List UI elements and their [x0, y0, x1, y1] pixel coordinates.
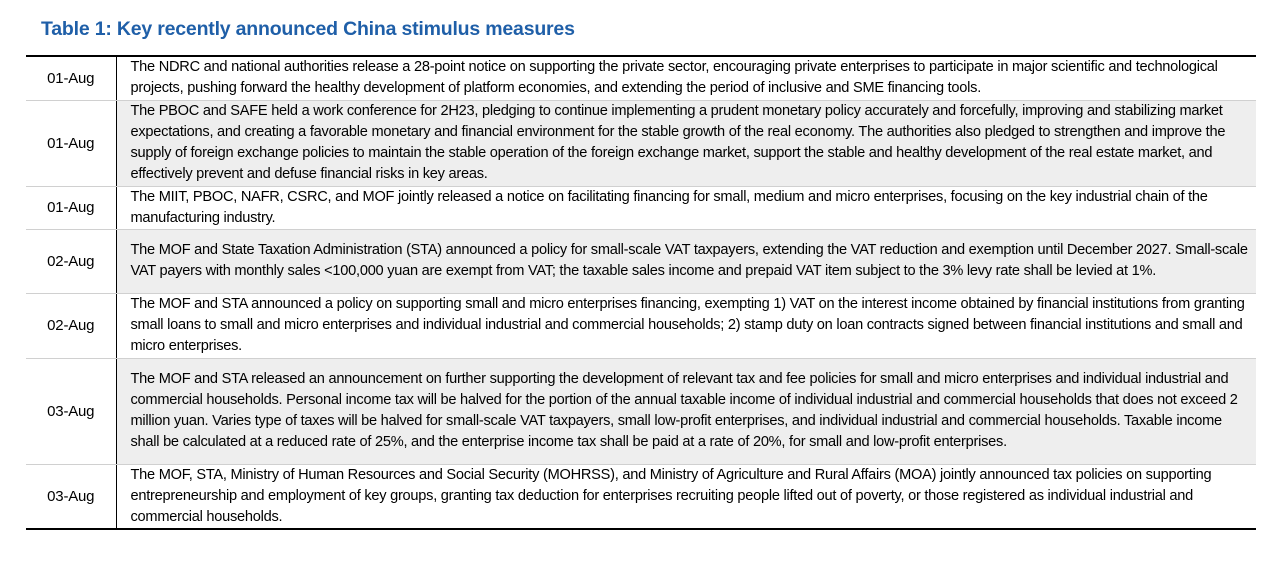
table-row — [26, 100, 1256, 186]
row-description: The NDRC and national authorities release a 28-point notice on supporting the private sector, encouraging private enterprises to participate in major scientific and technological projects, pushing forward the healthy development of platform economies, and extending the period of inclusive and SME financing tools. — [116, 57, 1256, 100]
row-date: 03-Aug — [26, 358, 116, 464]
row-description: The MIIT, PBOC, NAFR, CSRC, and MOF jointly released a notice on facilitating financing for small, medium and micro enterprises, focusing on the key industrial chain of the manufacturing industry. — [116, 186, 1256, 229]
row-date: 03-Aug — [26, 464, 116, 528]
row-description: The MOF, STA, Ministry of Human Resources and Social Security (MOHRSS), and Ministry of Agriculture and Rural Affairs (MOA) jointly announced tax policies on supporting entrepreneurship and employment of key groups, granting tax deduction for enterprises recruiting people lifted out of poverty, or those registered as individual industrial and commercial households. — [130, 466, 1212, 525]
measures-table — [26, 57, 1256, 528]
table-row — [26, 229, 1256, 293]
table-row — [26, 358, 1256, 464]
row-description: The MOF and State Taxation Administration (STA) announced a policy for small-scale VAT taxpayers, extending the VAT reduction and exemption until December 2027. Small-scale VAT payers with monthly sales <100,000 yuan are exempt from VAT; the taxable sales income and prepaid VAT item subject to the 3% levy rate shall be levied at 1%. — [116, 229, 1256, 293]
row-date: 02-Aug — [26, 229, 116, 293]
row-description: The MOF and STA announced a policy on supporting small and micro enterprises financing, exempting 1) VAT on the interest income obtained by financial institutions from granting small loans to small and micro enterprises and individual industrial and commercial households; 2) stamp duty on loan contracts signed between financial institutions and small and micro enterprises. — [116, 293, 1256, 358]
row-date: 01-Aug — [26, 186, 116, 229]
row-date: 02-Aug — [26, 293, 116, 358]
row-description: The MOF and STA released an announcement on further supporting the development of relevant tax and fee policies for small and micro enterprises and individual industrial and commercial households. Personal income tax will be halved for the portion of the annual taxable income of individual industrial and commercial households that does not exceed 2 million yuan. Varies type of taxes will be halved for small-scale VAT taxpayers, small low-profit enterprises, and individual industrial and commercial households. Taxable income shall be calculated at a reduced rate of 25%, and the enterprise income tax shall be paid at a rate of 20%, for small and low-profit enterprises. — [116, 358, 1256, 464]
row-date: 01-Aug — [26, 100, 116, 186]
table-row — [26, 293, 1256, 358]
table-row — [26, 186, 1256, 229]
stimulus-measures-table — [26, 55, 1256, 530]
table-title: Table 1: Key recently announced China stimulus measures — [41, 18, 575, 40]
row-description: The PBOC and SAFE held a work conference for 2H23, pledging to continue implementing a prudent monetary policy accurately and forcefully, improving and stabilizing market expectations, and creating a favorable monetary and financial environment for the stable growth of the real economy. The authorities also pledged to strengthen and improve the supply of foreign exchange policies to maintain the stable operation of the foreign exchange market, support the stable and healthy development of the real estate market, and effectively prevent and defuse financial risks in key areas. — [116, 100, 1256, 186]
row-date: 01-Aug — [26, 57, 116, 100]
table-row — [26, 464, 1256, 528]
table-row — [26, 57, 1256, 100]
